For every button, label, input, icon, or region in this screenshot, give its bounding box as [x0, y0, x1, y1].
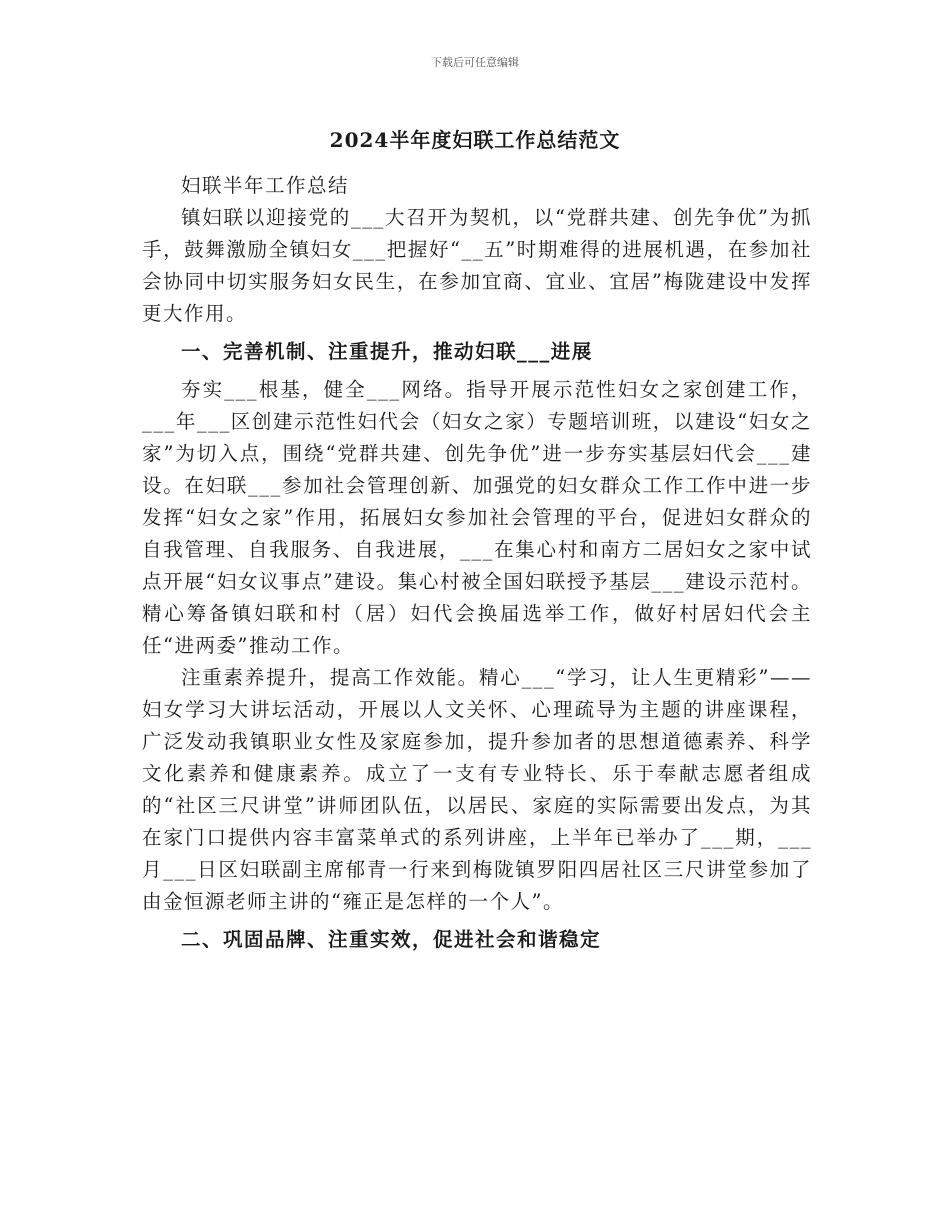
header-note: 下载后可任意编辑	[431, 56, 519, 69]
intro-paragraph: 镇妇联以迎接党的___大召开为契机，以“党群共建、创先争优”为抓手，鼓舞激励全镇妇女___把握好“__五”时期难得的进展机遇，在参加社会协同中切实服务妇女民生，在参加宜商、宜业、宜居”梅陇建设中发挥更大作用。	[142, 206, 812, 325]
section-1-heading: 一、完善机制、注重提升，推动妇联___进展	[181, 340, 593, 363]
section-2-heading: 二、巩固品牌、注重实效，促进社会和谐稳定	[181, 928, 602, 951]
section-1-paragraph-1: 夯实___根基，健全___网络。指导开展示范性妇女之家创建工作，___年___区创建示范性妇代会（妇女之家）专题培训班，以建设“妇女之家”为切入点，围绕“党群共建、创先争优”进一步夯实基层妇代会___建设。在妇联___参加社会管理创新、加强党的妇女群众工作工作中进一步发挥“妇女之家”作用，拓展妇女参加社会管理的平台，促进妇女群众的自我管理、自我服务、自我进展，___在集心村和南方二居妇女之家中试点开展“妇女议事点”建设。集心村被全国妇联授予基层___建设示范村。精心筹备镇妇联和村（居）妇代会换届选举工作，做好村居妇代会主任“进两委”推动工作。	[142, 378, 812, 657]
section-1-paragraph-2: 注重素养提升，提高工作效能。精心___“学习，让人生更精彩”——妇女学习大讲坛活动，开展以人文关怀、心理疏导为主题的讲座课程，广泛发动我镇职业女性及家庭参加，提升参加者的思想道德素养、科学文化素养和健康素养。成立了一支有专业特长、乐于奉献志愿者组成的“社区三尺讲堂”讲师团队伍，以居民、家庭的实际需要出发点，为其在家门口提供内容丰富菜单式的系列讲座，上半年已举办了___期，___月___日区妇联副主席郁青一行来到梅陇镇罗阳四居社区三尺讲堂参加了由金恒源老师主讲的“雍正是怎样的一个人”。	[142, 666, 812, 913]
document-subtitle: 妇联半年工作总结	[181, 174, 350, 197]
document-body	[142, 170, 812, 962]
document-title: 2024半年度妇联工作总结范文	[329, 128, 621, 152]
